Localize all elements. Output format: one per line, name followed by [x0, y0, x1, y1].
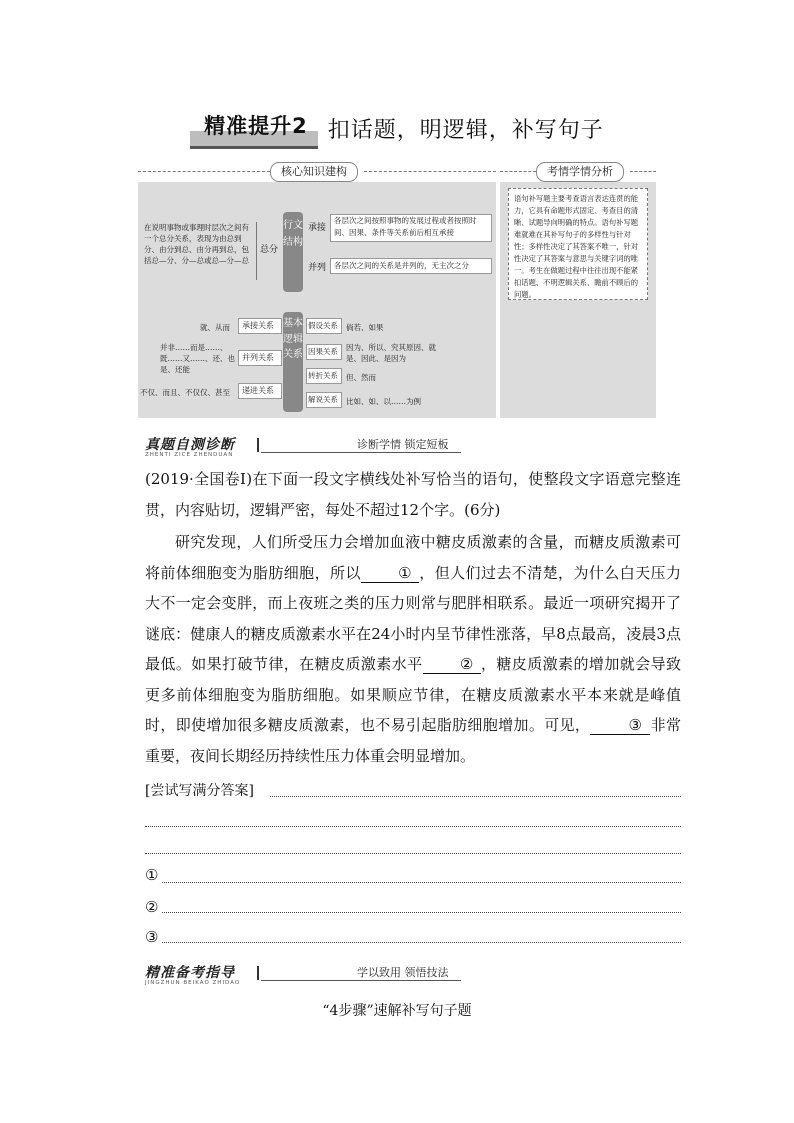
- rel-chengjie: 承接关系: [238, 318, 282, 334]
- passage-part: 研究发现，人们所受压力会增加血液中糖皮质激素的含量，而糖皮质激素可将前体细胞变为脂肪细胞，所以: [145, 533, 681, 582]
- dijin-words: 不仅、而且、不仅仅、甚至: [140, 388, 230, 397]
- analysis-text: 语句补写题主要考查语言表达连贯的能力，它具有命题形式固定、考查目的清晰、试题导向明确的特点。语句补写题难就难在其补写句子的多样性与针对性；多样性决定了其答案不唯一，针对性决定了其答案与意思与关键字词的唯一。考生在做题过程中往往出现不能紧扣话题、不明逻辑关系、瞻前不顾后的问题。: [508, 188, 648, 300]
- section-bar: [257, 966, 259, 980]
- passage-part: 非常重要，夜间长期经历持续性压力体重会明显增加。: [145, 716, 681, 765]
- answer-line[interactable]: [145, 853, 681, 854]
- divider: [630, 171, 656, 172]
- section-header-beikao: [145, 962, 465, 992]
- page-title: [0, 108, 794, 149]
- analysis-panel: [500, 182, 656, 418]
- tab-analysis: 考情学情分析: [536, 162, 624, 182]
- answer-num-1: ①: [145, 866, 159, 884]
- divider: [364, 171, 496, 172]
- chengjie-label: 承接: [308, 223, 327, 233]
- divider: [500, 171, 536, 172]
- rel-zhuanzhe: 转折关系: [306, 368, 342, 384]
- divider: [138, 171, 270, 172]
- zongfen-label: 总分: [260, 245, 279, 255]
- section-line: [261, 980, 461, 981]
- blank-3: ③: [590, 716, 650, 735]
- rel-binglie: 并列关系: [238, 350, 282, 366]
- answer-num-2: ②: [145, 898, 159, 916]
- tab-knowledge: 核心知识建构: [270, 162, 358, 182]
- jiashe-words: 倘若、如果: [346, 323, 384, 332]
- blank-1: ①: [361, 564, 419, 583]
- section-header-zhenti: [145, 434, 465, 464]
- title-text: 扣话题，明逻辑，补写句子: [327, 118, 604, 143]
- answer-line[interactable]: [270, 796, 681, 797]
- binglie-label: 并列: [308, 263, 327, 273]
- binglie-box: 各层次之间的关系是并列的，无主次之分: [330, 258, 492, 274]
- section-sub: 学以致用 领悟技法: [357, 966, 449, 979]
- passage-part: ，但人们过去不清楚，为什么白天压力大不一定会变胖，而上夜班之类的压力则常与肥胖相联系。最近一项研究揭开了谜底：健康人的糖皮质激素水平在24小时内呈节律性涨落，早8点最高，凌晨3点最低。如果打破节律，在糖皮质激素水平: [145, 563, 681, 673]
- knowledge-panel: [138, 160, 656, 418]
- subsection-title: “4步骤”速解补写句子题: [322, 1003, 472, 1019]
- chengjie-box: 各层次之间按照事物的发展过程或者按照时间、因果、条件等关系前后相互承接: [330, 214, 492, 242]
- section-title: 真题自测诊断: [145, 437, 235, 453]
- question-intro: (2019·全国卷Ⅰ)在下面一段文字横线处补写恰当的语句，使整段文字语意完整连贯，内容贴切，逻辑严密，每处不超过12个字。(6分): [145, 470, 681, 519]
- zongfen-desc: 在说明事物或事理时层次之间有一个总分关系，表现为由总到分、由分到总、由分再到总，包括总—分、分—总或总—分—总: [144, 223, 249, 265]
- section-title: 精准备考指导: [145, 965, 235, 981]
- binglie-words: 并非……而是……、既……又……、还、也是、还能: [160, 343, 235, 374]
- title-tag: 精准提升2: [190, 108, 318, 149]
- section-sub: 诊断学情 锁定短板: [357, 438, 449, 451]
- section-pinyin: ZHENTI ZICE ZHENDUAN: [145, 452, 234, 458]
- structure-panel: [138, 182, 496, 418]
- section-pinyin: JINGZHUN BEIKAO ZHIDAO: [145, 980, 241, 986]
- answer-line[interactable]: [145, 826, 681, 827]
- zhuanzhe-words: 但、然而: [346, 373, 376, 382]
- yinguo-words: 因为、所以、究其原因、就是、因此、是因为: [346, 343, 436, 363]
- structure-column: 行文结构: [283, 212, 303, 292]
- rel-jiashe: 假设关系: [306, 318, 342, 334]
- answer-label: [尝试写满分答案]: [145, 783, 254, 799]
- answer-line-3[interactable]: [162, 942, 681, 943]
- section-line: [261, 452, 461, 453]
- passage-part: ，糖皮质激素的增加就会导致更多前体细胞变为脂肪细胞。如果顺应节律，在糖皮质激素水平本来就是峰值时，即使增加很多糖皮质激素，也不易引起脂肪细胞增加。可见，: [145, 655, 681, 734]
- chengjie-words: 就、从而: [200, 323, 230, 332]
- logic-column: 基本逻辑关系: [283, 312, 303, 412]
- jieshuo-words: 比如、如、以……为例: [346, 397, 421, 406]
- brace: [256, 222, 257, 280]
- section-bar: [257, 438, 259, 452]
- blank-2: ②: [423, 655, 481, 674]
- answer-num-3: ③: [145, 928, 159, 946]
- rel-yinguo: 因果关系: [306, 344, 342, 360]
- question-passage: [145, 527, 681, 771]
- answer-line-2[interactable]: [162, 912, 681, 913]
- rel-dijin: 递进关系: [238, 383, 282, 399]
- rel-jieshuo: 解说关系: [306, 392, 342, 408]
- answer-line-1[interactable]: [162, 882, 681, 883]
